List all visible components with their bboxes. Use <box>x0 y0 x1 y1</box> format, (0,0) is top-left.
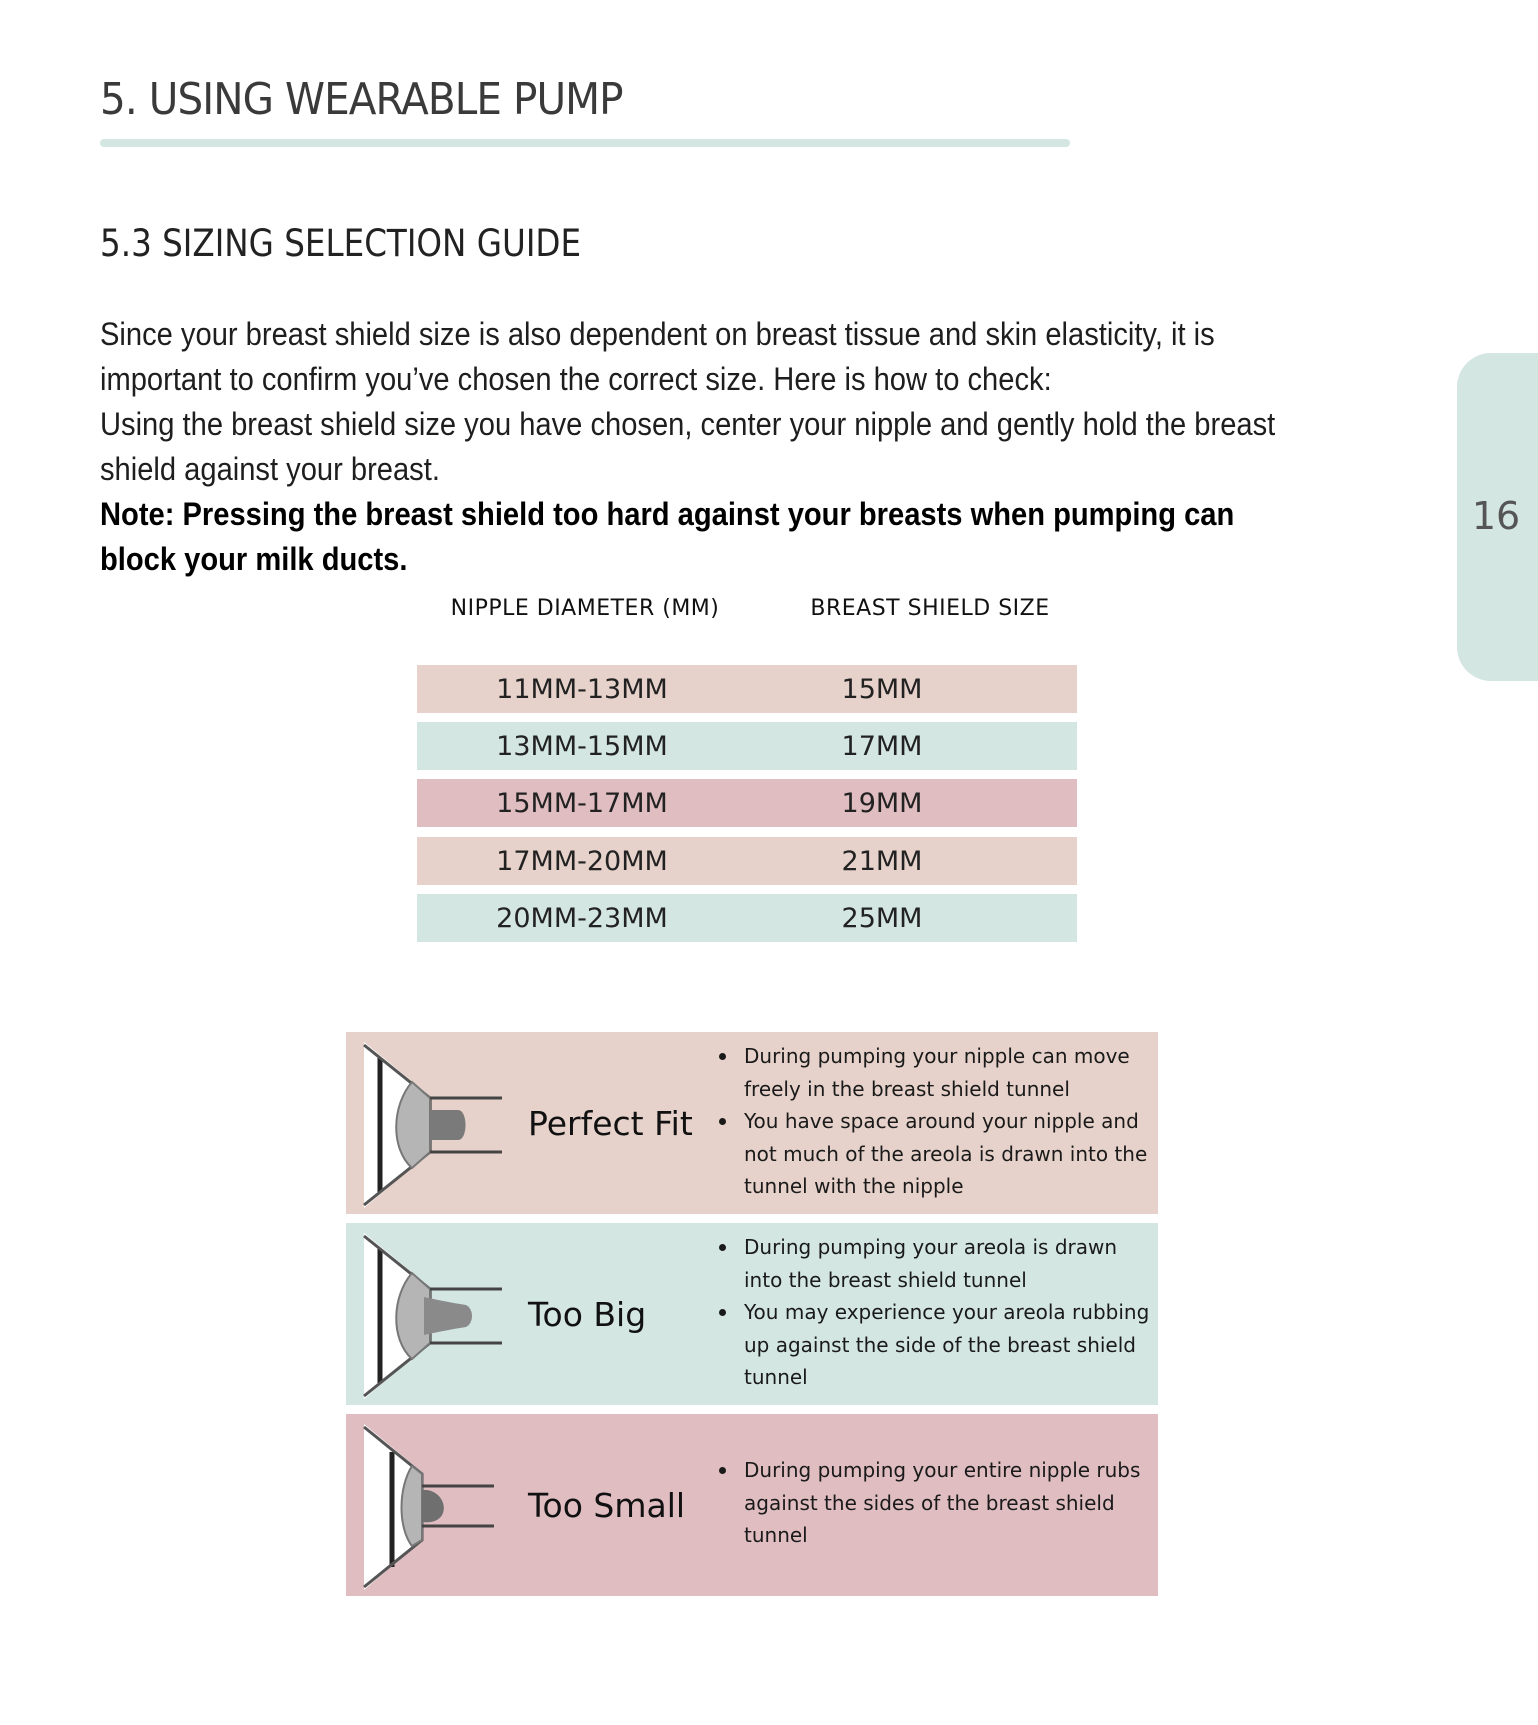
size-row <box>417 665 1077 713</box>
nipple-diameter-cell: 15MM-17MM <box>496 787 668 819</box>
nipple-diameter-cell: 17MM-20MM <box>496 845 668 877</box>
nipple-diameter-cell: 13MM-15MM <box>496 730 668 762</box>
nipple-diameter-cell: 11MM-13MM <box>496 673 668 705</box>
list-item: During pumping your entire nipple rubs against the sides of the breast shield tunnel <box>744 1454 1154 1552</box>
list-item: You have space around your nipple and not much of the areola is drawn into the tunnel with the nipple <box>744 1105 1154 1203</box>
breast-shield-too-big-icon <box>362 1231 522 1401</box>
fit-box-too-small <box>346 1414 1158 1596</box>
shield-size-cell: 21MM <box>841 845 923 877</box>
breast-shield-perfect-fit-icon <box>362 1040 522 1210</box>
breast-shield-too-small-icon <box>362 1422 522 1592</box>
nipple-diameter-cell: 20MM-23MM <box>496 902 668 934</box>
shield-size-cell: 19MM <box>841 787 923 819</box>
page-number: 16 <box>1471 494 1521 538</box>
shield-size-cell: 25MM <box>841 902 923 934</box>
table-header-nipple-diameter: NIPPLE DIAMETER (MM) <box>450 596 720 621</box>
size-row <box>417 837 1077 885</box>
size-row <box>417 779 1077 827</box>
fit-description-list <box>744 1454 1154 1552</box>
shield-size-cell: 15MM <box>841 673 923 705</box>
intro-paragraph-1: Since your breast shield size is also dependent on breast tissue and skin elasticity, it is important to confirm you’ve chosen the correct size. Here is how to check: <box>100 316 1215 397</box>
fit-label: Too Big <box>528 1295 647 1334</box>
fit-description-list <box>744 1231 1154 1394</box>
list-item: During pumping your areola is drawn into the breast shield tunnel <box>744 1231 1154 1296</box>
table-header-breast-shield-size: BREAST SHIELD SIZE <box>810 596 1050 621</box>
fit-description-list <box>744 1040 1154 1203</box>
shield-size-cell: 17MM <box>841 730 923 762</box>
size-row <box>417 894 1077 942</box>
title-underline <box>100 139 1070 147</box>
note-text: Note: Pressing the breast shield too hard against your breasts when pumping can block your milk ducts. <box>100 496 1235 577</box>
intro-paragraph-2: Using the breast shield size you have chosen, center your nipple and gently hold the breast shield against your breast. <box>100 406 1276 487</box>
fit-box-perfect-fit <box>346 1032 1158 1214</box>
intro-text <box>100 312 1301 582</box>
fit-label: Too Small <box>528 1486 686 1525</box>
subsection-title: 5.3 SIZING SELECTION GUIDE <box>100 222 582 265</box>
list-item: You may experience your areola rubbing up against the side of the breast shield tunnel <box>744 1296 1154 1394</box>
list-item: During pumping your nipple can move freely in the breast shield tunnel <box>744 1040 1154 1105</box>
fit-label: Perfect Fit <box>528 1104 693 1143</box>
size-row <box>417 722 1077 770</box>
section-title: 5. USING WEARABLE PUMP <box>100 74 623 125</box>
fit-box-too-big <box>346 1223 1158 1405</box>
